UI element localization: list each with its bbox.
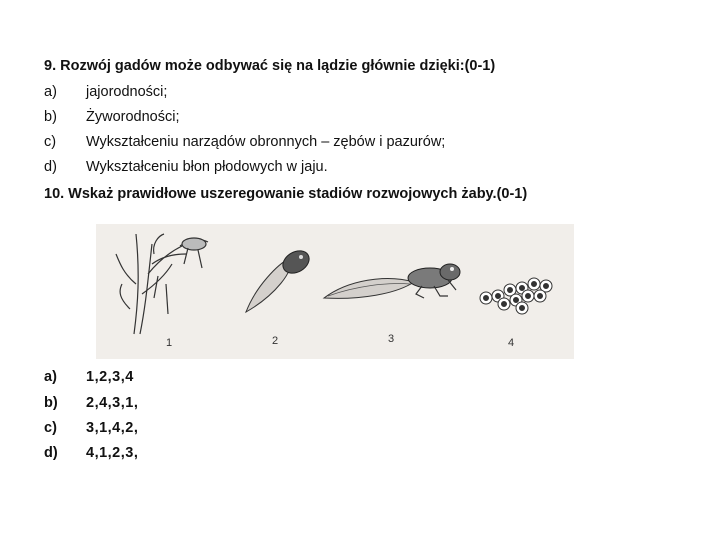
q9-option-b-text: Żyworodności; bbox=[86, 109, 180, 125]
q9-option-c-text: Wykształceniu narządów obronnych – zębów i pazurów; bbox=[86, 134, 446, 150]
q10-option-c-text: 3,1,4,2, bbox=[86, 420, 139, 436]
question-10-title: 10. Wskaż prawidłowe uszeregowanie stadiów rozwojowych żaby.(0-1) bbox=[44, 186, 528, 202]
q10-option-d-letter: d) bbox=[44, 445, 58, 461]
tadpole-with-legs-icon bbox=[324, 264, 460, 298]
q10-option-a-text: 1,2,3,4 bbox=[86, 369, 134, 385]
frog-on-plant-icon bbox=[116, 234, 208, 334]
q9-option-d-letter: d) bbox=[44, 159, 57, 175]
q9-option-a-letter: a) bbox=[44, 84, 57, 100]
frog-development-figure bbox=[96, 224, 574, 359]
q10-option-a-letter: a) bbox=[44, 369, 57, 385]
q9-option-a-text: jajorodności; bbox=[86, 84, 168, 100]
q9-option-b-letter: b) bbox=[44, 109, 57, 125]
q10-option-b-letter: b) bbox=[44, 395, 58, 411]
figure-label-2: 2 bbox=[272, 335, 279, 347]
figure-label-4: 4 bbox=[508, 337, 515, 349]
q9-option-d-text: Wykształceniu błon płodowych w jaju. bbox=[86, 159, 328, 175]
figure-label-3: 3 bbox=[388, 333, 395, 345]
q9-option-c-letter: c) bbox=[44, 134, 57, 150]
q10-option-c-letter: c) bbox=[44, 420, 57, 436]
q10-option-b-text: 2,4,3,1, bbox=[86, 395, 139, 411]
q10-option-d-text: 4,1,2,3, bbox=[86, 445, 139, 461]
tadpole-icon bbox=[246, 246, 313, 312]
question-9-title: 9. Rozwój gadów może odbywać się na lądzie głównie dzięki:(0-1) bbox=[44, 58, 496, 74]
frog-eggs-icon bbox=[480, 278, 552, 314]
figure-label-1: 1 bbox=[166, 337, 173, 349]
